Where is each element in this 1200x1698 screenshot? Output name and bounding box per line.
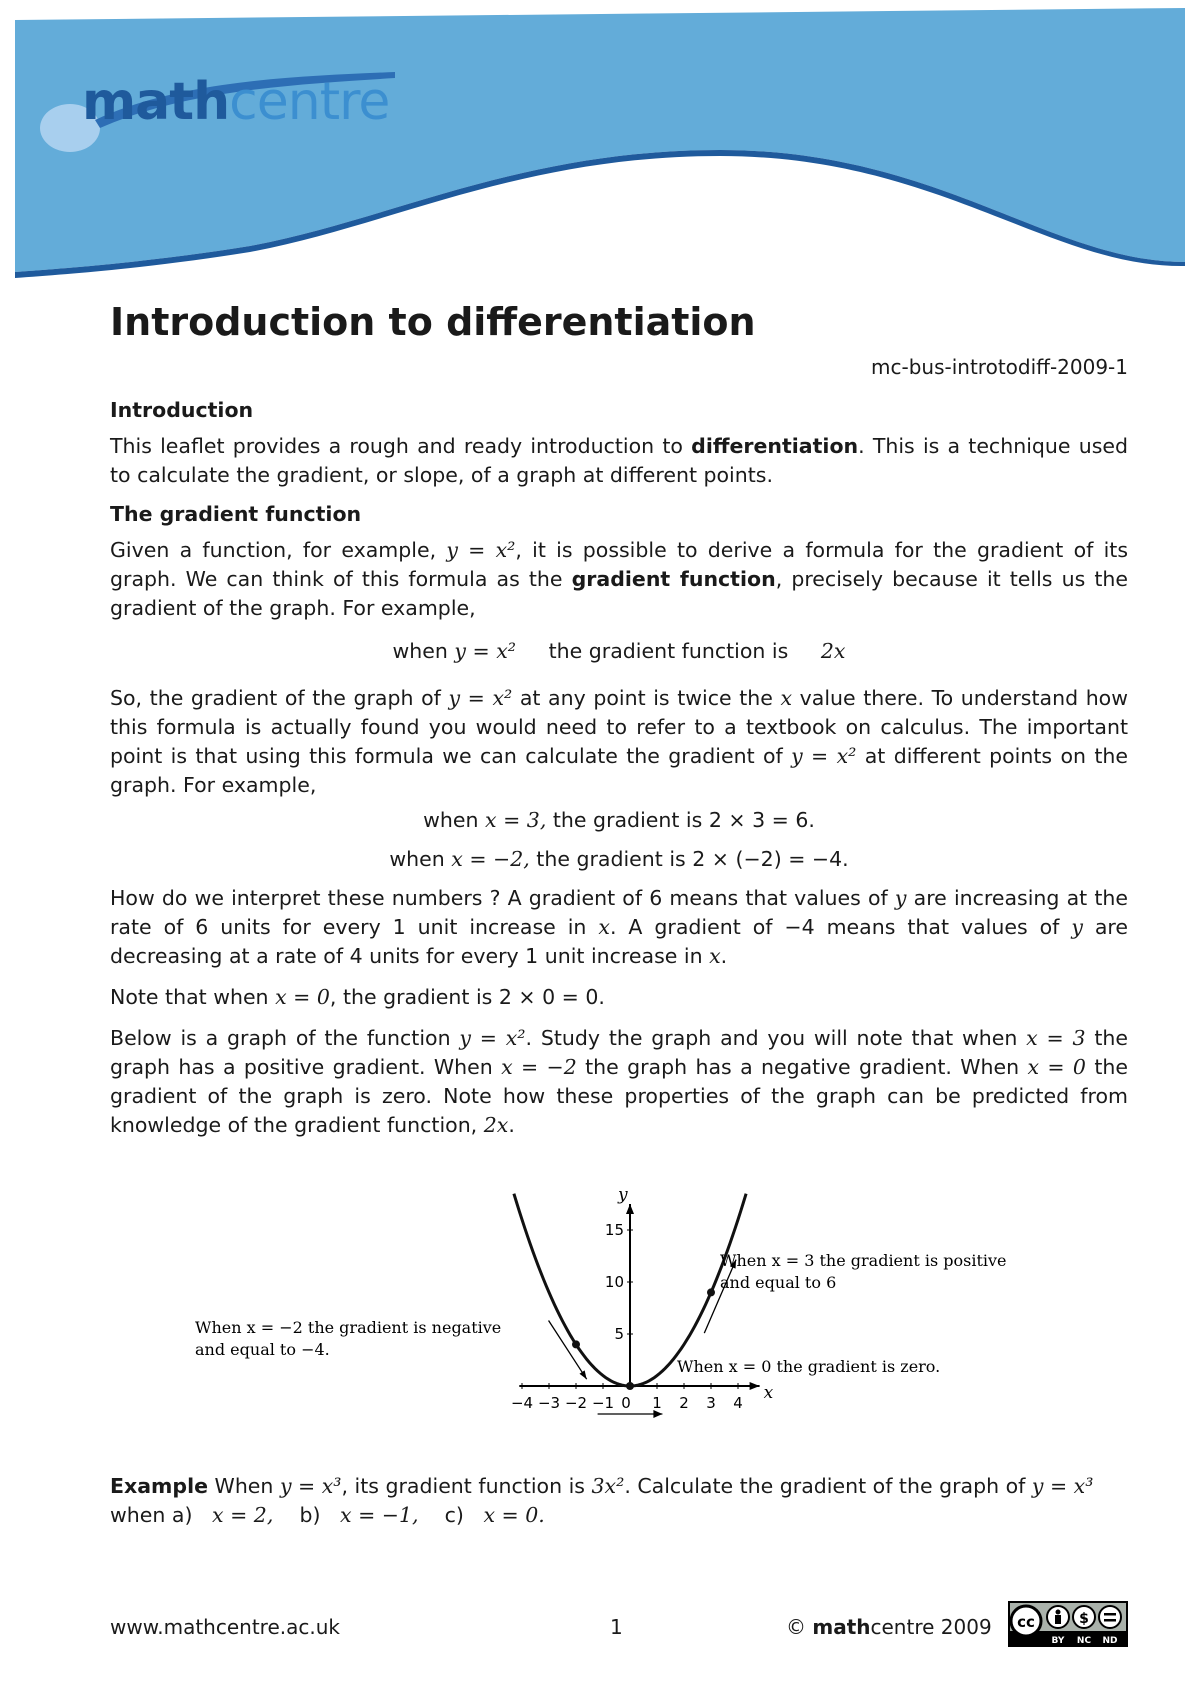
svg-text:NC: NC <box>1076 1636 1092 1646</box>
x-axis-label: x <box>763 1383 774 1403</box>
data-point <box>572 1340 580 1348</box>
y-axis-label: y <box>618 1190 628 1205</box>
y-tick-label: 10 <box>604 1273 624 1291</box>
page-number: 1 <box>610 1615 623 1639</box>
y-axis-arrow <box>626 1204 634 1214</box>
x-tick-label: 1 <box>652 1394 662 1412</box>
annotation-neg_2: and equal to −4. <box>195 1340 330 1359</box>
body-text <box>110 398 1128 1140</box>
annotation-neg_1: When x = −2 the gradient is negative <box>195 1318 502 1337</box>
data-point <box>626 1382 634 1390</box>
tangent-arrow-negative-head <box>579 1370 586 1379</box>
svg-text:ND: ND <box>1102 1636 1118 1646</box>
footer-copyright: © mathcentre 2009 <box>786 1615 992 1639</box>
nd-icon <box>1099 1606 1121 1628</box>
mathcentre-logo: mathcentre <box>82 72 390 132</box>
svg-text:cc: cc <box>1017 1613 1035 1631</box>
document-code: mc-bus-introtodiff-2009-1 <box>871 355 1128 379</box>
data-point <box>707 1288 715 1296</box>
header-banner <box>0 0 1200 300</box>
x-tick-label: 3 <box>706 1394 716 1412</box>
y-tick-label: 5 <box>614 1325 624 1343</box>
heading-introduction: Introduction <box>110 398 254 422</box>
annotation-zero: When x = 0 the gradient is zero. <box>677 1357 941 1376</box>
svg-text:BY: BY <box>1051 1636 1065 1646</box>
x-tick-label: 0 <box>621 1394 631 1412</box>
parabola-figure <box>180 1190 1060 1430</box>
paragraph-5: Below is a graph of the function y = x². Study the graph and you will note that when x = 3 the graph has a positive gradient. When x = −2 the graph has a negative gradient. When x = 0 the gradient of the graph is zero. Note how these properties of the graph can be predicted from knowledge of the gradient function, 2x. <box>110 1026 1128 1137</box>
annotations <box>195 1251 1007 1376</box>
cc-license-badge <box>1008 1601 1128 1647</box>
intro-paragraph: This leaflet provides a rough and ready introduction to differentiation. This is a technique used to calculate the gradient, or slope, of a graph at different points. <box>110 434 1129 487</box>
x-tick-label: −2 <box>564 1394 588 1412</box>
display-formula-3: when x = −2, the gradient is 2 × (−2) = −4. <box>389 847 849 871</box>
footer-url[interactable]: www.mathcentre.ac.uk <box>110 1615 340 1639</box>
x-tick-label: 2 <box>679 1394 689 1412</box>
display-formula-1: when y = x² the gradient function is 2x <box>392 639 846 663</box>
x-tick-label: −3 <box>537 1394 561 1412</box>
example-paragraph: Example When y = x³, its gradient function is 3x². Calculate the gradient of the graph of y = x³ when a) x = 2, b) x = −1, c) x = 0. <box>110 1474 1094 1527</box>
example-block <box>110 1472 1128 1530</box>
y-tick-label: 15 <box>604 1221 624 1239</box>
x-tick-label: 4 <box>733 1394 743 1412</box>
annotation-pos_2: and equal to 6 <box>720 1273 837 1292</box>
x-tick-label: −1 <box>591 1394 615 1412</box>
display-formula-2: when x = 3, the gradient is 2 × 3 = 6. <box>423 808 815 832</box>
x-axis-arrow <box>750 1382 760 1390</box>
x-tick-label: −4 <box>510 1394 534 1412</box>
heading-gradient-function: The gradient function <box>110 502 362 526</box>
paragraph-2: So, the gradient of the graph of y = x² at any point is twice the x value there. To understand how this formula is actually found you would need to refer to a textbook on calculus. The important point is that using this formula we can calculate the gradient of y = x² at different points on the graph. For example, <box>110 686 1128 797</box>
page-title: Introduction to differentiation <box>110 300 756 344</box>
annotation-pos_1: When x = 3 the gradient is positive <box>720 1251 1007 1270</box>
copyright-icon: © <box>786 1615 806 1639</box>
tick-labels <box>511 1190 774 1412</box>
gradient-paragraph: Given a function, for example, y = x², it is possible to derive a formula for the gradient of its graph. We can think of this formula as the gradient function, precisely because it tells us the gradient of the graph. For example, <box>110 538 1128 620</box>
paragraph-4: Note that when x = 0, the gradient is 2 × 0 = 0. <box>110 985 605 1009</box>
paragraph-3: How do we interpret these numbers ? A gradient of 6 means that values of y are increasing at the rate of 6 units for every 1 unit increase in x. A gradient of −4 means that values of y are decreasing at a rate of 4 units for every 1 unit increase in x. <box>110 886 1129 968</box>
svg-text:$: $ <box>1079 1611 1089 1627</box>
